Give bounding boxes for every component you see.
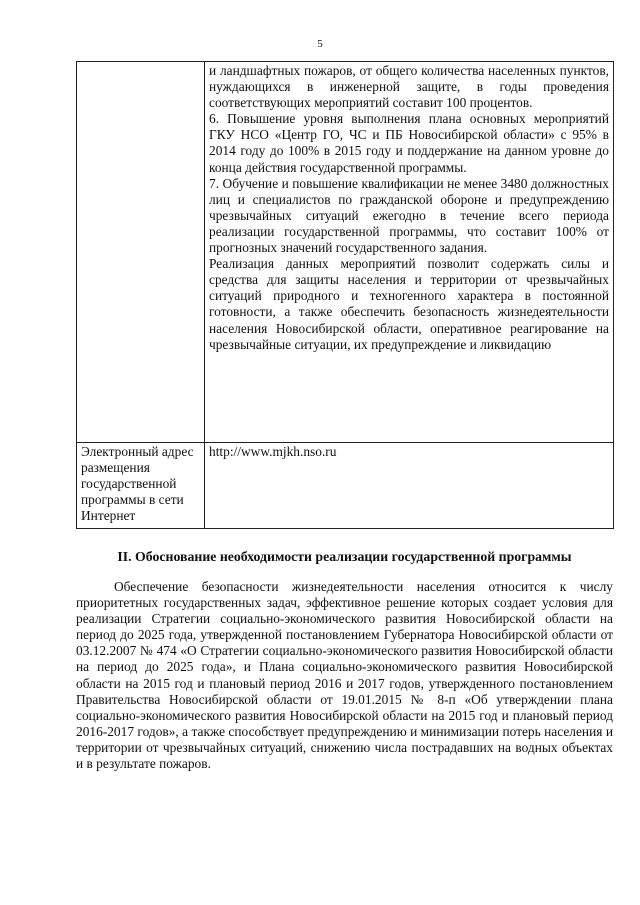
program-passport-table bbox=[76, 61, 614, 529]
page-number: 5 bbox=[317, 38, 323, 50]
result-paragraph-6: 6. Повышение уровня выполнения плана основных мероприятий ГКУ НСО «Центр ГО, ЧС и ПБ Новосибирской области» с 95% в 2014 году до 100% в 2015 году и поддержание на данном уровне до конца действия государственной программы. bbox=[209, 111, 609, 175]
row-label-empty bbox=[77, 62, 205, 443]
result-paragraph-5-continued: и ландшафтных пожаров, от общего количества населенных пунктов, нуждающихся в инженерной защите, в годы проведения соответствующих мероприятий составит 100 процентов. bbox=[209, 63, 609, 111]
section-heading: II. Обоснование необходимости реализации государственной программы bbox=[117, 549, 572, 564]
section-paragraph: Обеспечение безопасности жизнедеятельности населения относится к числу приоритетных государственных задач, эффективное решение которых создает условия для реализации Стратегии социально-экономического развития Новосибирской области на период до 2025 года, утвержденной постановлением Губернатора Новосибирской области от 03.12.2007 № 474 «О Стратегии социально-экономического развития Новосибирской области на период до 2025 года», и Плана социально-экономического развития Новосибирской области на 2015 год и плановый период 2016 и 2017 годов, утвержденного постановлением Правительства Новосибирской области от 19.01.2015 № 8-п «Об утверждении плана социально-экономического развития Новосибирской области на 2015 год и плановый период 2016-2017 годов», а также способствует предупреждению и минимизации потерь населения и территории от чрезвычайных ситуаций, снижению числа пострадавших на водных объектах и в результате пожаров. bbox=[76, 579, 613, 772]
internet-address-value: http://www.mjkh.nso.ru bbox=[205, 443, 614, 529]
result-paragraph-7: 7. Обучение и повышение квалификации не менее 3480 должностных лиц и специалистов по гражданской обороне и предупреждению чрезвычайных ситуаций ежегодно в течение всего периода реализации государственной программы, что составит 100% от прогнозных значений государственного задания. bbox=[209, 175, 609, 256]
table-row bbox=[77, 443, 614, 529]
table-row bbox=[77, 62, 614, 443]
expected-results-cell bbox=[205, 62, 614, 443]
result-summary-paragraph: Реализация данных мероприятий позволит содержать силы и средства для защиты населения и территории от чрезвычайных ситуаций природного и техногенного характера в постоянной готовности, а также обеспечить безопасность жизнедеятельности населения Новосибирской области, оперативное реагирование на чрезвычайные ситуации, их предупреждение и ликвидацию bbox=[209, 256, 609, 352]
internet-address-label: Электронный адрес размещения государственной программы в сети Интернет bbox=[77, 443, 205, 529]
